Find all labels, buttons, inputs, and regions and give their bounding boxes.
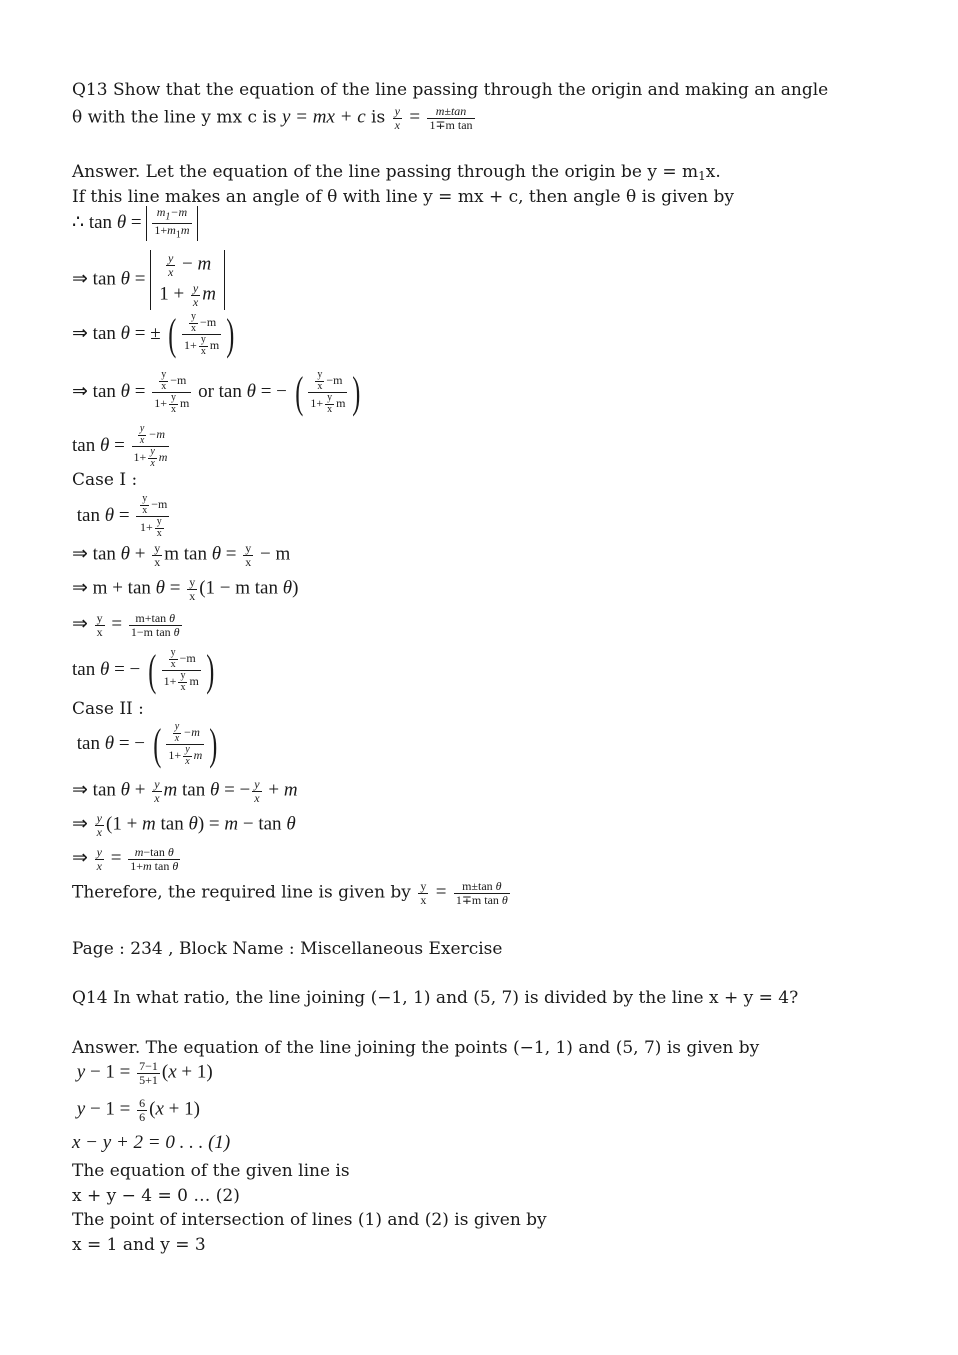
eq-case2-tan: tan θ = − ( $\frac{y}{x}$ −m 1+ $\frac{y}{x}$ m ) xyxy=(72,719,218,769)
q14-question: Q14 In what ratio, the line joining (−1, 1) and (5, 7) is divided by the line x + y = 4? xyxy=(72,988,799,1008)
page-block-info: Page : 234 , Block Name : Miscellaneous Exercise xyxy=(72,939,503,959)
eq-tan-theta: tan θ = $\frac{y}{x}$ −m 1+ $\frac{y}{x}$ m xyxy=(72,423,168,469)
case1-label: Case I : xyxy=(72,470,138,490)
q13-is-word: is xyxy=(371,107,386,128)
q14-intersection-label: The point of intersection of lines (1) and (2) is given by xyxy=(72,1210,547,1230)
eq-case1-step1: ⇒ tan θ + $\frac{y}{x}$ m tan θ = $\frac{y}{x}$ − m xyxy=(72,541,291,569)
q13-yx-fraction: $\frac{y}{x}$ xyxy=(394,104,400,132)
answer13-line1: Answer. Let the equation of the line passing through the origin be $y = m_1x$. xyxy=(72,162,721,183)
conclusion-line: Therefore, the required line is given by $\frac{y}{x}$ = $\frac{\text{m±tan θ}}{\text{1∓m tan θ}}$ xyxy=(72,879,508,907)
eq-case1-tan: tan θ = $\frac{y}{x}$ −m 1+ $\frac{y}{x}$ xyxy=(72,493,168,539)
q14-answer-intro: Answer. The equation of the line joining the points (−1, 1) and (5, 7) is given by xyxy=(72,1038,760,1058)
answer13-line2: If this line makes an angle of θ with line y = mx + c, then angle θ is given by xyxy=(72,187,735,207)
q13-eq-inline: y = mx + c xyxy=(281,106,366,128)
q14-eq3: x − y + 2 = 0 . . . (1) xyxy=(72,1132,231,1153)
case2-label: Case II : xyxy=(72,699,144,719)
q13-text-line2: θ with the line y mx c is y = mx + c is $\frac{y}{x}$ = $\frac{m\pm\tan}{\text{1∓m tan}}$ xyxy=(72,104,473,132)
eq-therefore-tan: ∴ tan θ = $\frac{m_1-m}{1+m_1m}$ xyxy=(72,206,198,241)
or-word: or xyxy=(198,380,214,402)
q13-rhs-fraction: $\frac{m\pm\tan}{\text{1∓m tan}}$ xyxy=(429,104,473,132)
q13-text-line1: Q13 Show that the equation of the line passing through the origin and making an angle xyxy=(72,80,829,100)
eq-implies-2: ⇒ tan θ = ± ( $\frac{y}{x}$ −m 1+ $\frac{y}{x}$ m ) xyxy=(72,309,235,359)
eq-implies-3: ⇒ tan θ = $\frac{y}{x}$ −m 1+ $\frac{y}{x}$ m or tan θ = − ( $\frac{y}{x}$ −m 1+ $\frac{y}{x}$ m ) xyxy=(72,367,361,417)
eq-case2-step1: ⇒ tan θ + $\frac{y}{x}$ m tan θ = − $\frac{y}{x}$ + m xyxy=(72,777,298,805)
q14-given-line-label: The equation of the given line is xyxy=(72,1161,350,1181)
eq-case2-step3: ⇒ $\frac{y}{x}$ = $\frac{\text{m−tan θ}}{\text{1+m tan θ}}$ xyxy=(72,845,179,873)
q14-eq1: y − 1 = $\frac{7-1}{5+1}$ (x + 1) xyxy=(76,1059,213,1087)
eq-case1-step3: ⇒ $\frac{y}{x}$ = $\frac{\text{m+tan θ}}{\text{1−m tan θ}}$ xyxy=(72,611,180,639)
q14-intersection: x = 1 and y = 3 xyxy=(72,1235,206,1255)
eq-case2-step2: ⇒ $\frac{y}{x}$ (1 + m tan θ) = m − tan θ xyxy=(72,811,296,839)
eq-case1-tan-neg: tan θ = − ( $\frac{y}{x}$ −m 1+ $\frac{y}{x}$ m ) xyxy=(72,645,215,695)
eq-case1-step2: ⇒ m + tan θ = $\frac{y}{x}$ (1 − m tan θ) xyxy=(72,575,299,603)
q14-eq2: y − 1 = $\frac{6}{6}$ (x + 1) xyxy=(76,1096,200,1124)
eq-implies-1: ⇒ tan θ = $\frac{y}{x}$ − m 1 + $\frac{y}{x}$ m xyxy=(72,250,225,310)
q14-given-line: x + y − 4 = 0 … (2) xyxy=(72,1186,240,1206)
q13-text-line2a: θ with the line y mx c is xyxy=(72,107,277,128)
